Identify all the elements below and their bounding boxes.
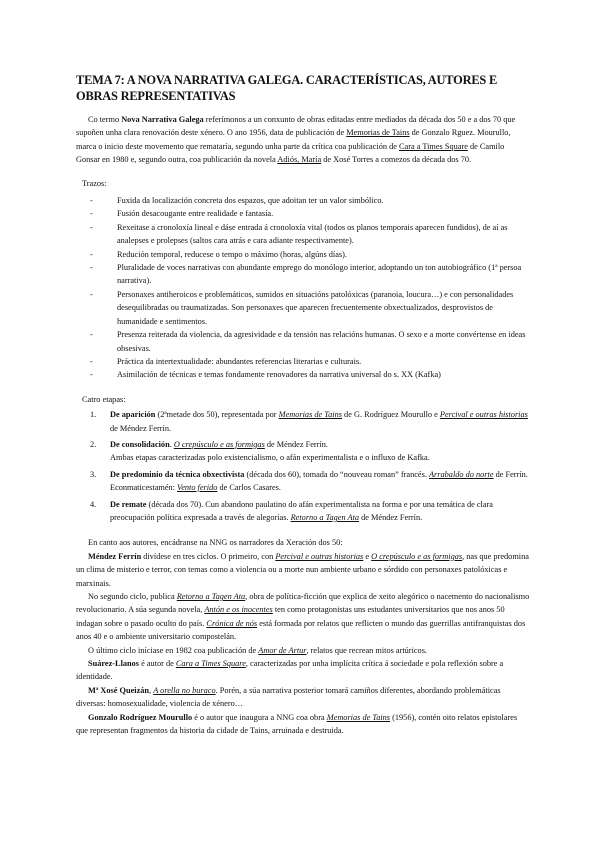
stage-name: De remate	[110, 499, 147, 509]
dash-marker: -	[90, 356, 93, 366]
author-text: divídese en tres ciclos. O primeiro, con	[141, 551, 276, 561]
work-title: Arrabaldo do norte	[428, 469, 494, 479]
list-item-text: Rexeitase a cronoloxía lineal e dáse entrada á cronoloxía vital (todos os planos temporais aparecen fundidos), de aí as analepses e prolepses (saltos cara atrás e cara adiante respectivamente).	[117, 222, 508, 246]
work-title: A orella no buraco	[153, 685, 216, 695]
intro-text: referímonos a un conxunto de obras editadas entre mediados da década dos 50 e a dos 70 que supoñen unha clara renovación deste xénero. O ano 1956, data de publicación de	[76, 115, 516, 138]
work-title: Percival e outras historias	[275, 551, 364, 561]
work-title: Retorno a Tagen Ata	[176, 592, 246, 601]
list-item	[90, 288, 530, 328]
list-item-text: Personaxes antiheroicos e problemáticos, sumidos en situacións patolóxicas (paranoia, loucura…) e con personalidades desequilibradas ou traumatizadas. Son personaxes que aparecen frecuentemente obxectualizados, desprovistos de humanidade e sentimentos.	[117, 289, 514, 326]
stage-text: (2ªmetade dos 50), representada por	[155, 410, 279, 420]
intro-text: Co termo	[88, 115, 122, 124]
trazos-heading: Trazos:	[82, 178, 107, 188]
intro-text: de Gonzalo Rguez. Mourullo, marca o inicio deste movemento que remataría, segundo unha parte da crítica coa publicación de	[76, 128, 511, 151]
stage-text: (década dos 60), tomada do “nouveau roman” francés.	[244, 469, 429, 479]
author-name: Suárez-Llanos	[88, 659, 140, 669]
author-name: Méndez Ferrín	[88, 551, 142, 561]
list-item-text: Presenza reiterada da violencia, da agresividade e da tensión nas relacións humanas. O sexo e a morte convértense en ideas obsesivas.	[117, 330, 526, 353]
author-text: e	[363, 551, 372, 561]
intro-paragraph	[76, 113, 530, 167]
author-text: ten como protagonistas uns estudantes universitarios que nos anos 50 indagan sobre o pasado oculto do país.	[76, 605, 505, 628]
list-item	[90, 328, 530, 355]
author-text: , nas que predomina un clima de misterio e terror, con temas como a violencia ou a morte nun ambiente urbano e sórdido con personaxes patolóxicas e marxinais.	[76, 551, 529, 588]
work-title: Adiós, María	[277, 155, 322, 165]
author-text: , obra de política-ficción que explica de xeito alegórico o nacemento do nacionalismo revolucionario. A súa segunda novela,	[76, 592, 530, 615]
authors-section	[76, 536, 530, 737]
stage-text: de Méndez Ferrín.	[110, 423, 172, 433]
stage-text: (década dos 70). Cun abandono paulatino do afán experimentalista na forma e por una temática de clara preocupación política expresada a través de alegorías.	[110, 499, 493, 522]
stage-name: De aparición	[110, 410, 156, 420]
author-text: está formada por relatos que reflicten o mundo das guerrillas antifranquistas dos anos 40 e o ambiente universitario compostelán.	[76, 618, 526, 642]
author-paragraph	[76, 684, 530, 711]
trazos-list	[76, 194, 530, 382]
author-name: Mª Xosé Queizán	[88, 685, 150, 695]
work-title: O crepúsculo e as formigas	[173, 439, 265, 449]
stage-text: de G. Rodríguez Mourullo e	[341, 410, 440, 420]
author-paragraph	[76, 644, 530, 657]
dash-marker: -	[90, 330, 93, 340]
work-title: Cara a Times Square	[398, 141, 468, 151]
list-item	[90, 261, 530, 288]
dash-marker: -	[90, 222, 93, 232]
intro-text: de Camilo Gonsar en 1980 e, segundo outra, coa publicación da novela	[76, 141, 505, 165]
list-item	[90, 355, 530, 368]
author-text: , caracterizadas por unha implícita crítica á sociedade e pola reflexión sobre a identidade.	[76, 659, 504, 682]
stage-note: Ambas etapas caracterizadas polo existencialismo, o afán experimentalista e o influxo de Kafka.	[110, 453, 430, 463]
stage-item	[90, 498, 530, 525]
stage-text: de Méndez Ferrín.	[264, 439, 328, 449]
stage-text: de Carlos Casares.	[217, 483, 281, 493]
author-text: ,	[149, 685, 154, 695]
list-item	[90, 221, 530, 248]
work-title: Cara a Times Square	[175, 659, 246, 669]
work-title: Memorias de Tains	[346, 128, 410, 138]
author-text: No segundo ciclo, publica	[88, 592, 177, 601]
stage-number: 3.	[90, 469, 97, 479]
work-title: Percival e outras historias	[439, 410, 528, 420]
author-paragraph	[76, 657, 530, 684]
work-title: Crónica de nós	[206, 618, 258, 628]
author-paragraph	[76, 590, 530, 644]
work-title: Retorno a Tagen Ata	[290, 512, 360, 522]
stage-text: .	[169, 439, 174, 449]
work-title: Memorias de Tains	[278, 410, 342, 420]
stage-number: 1.	[90, 410, 97, 420]
stage-name: De consolidación	[110, 439, 170, 449]
work-title: Antón e os inocentes	[204, 605, 273, 615]
dash-marker: -	[90, 196, 93, 206]
author-text: é o autor que inaugura a NNG coa obra	[192, 712, 327, 722]
author-text: (1956), contén oito relatos epistolares que representan fragmentos da historia da cidade de Tains, arruinada e destruida.	[76, 712, 518, 736]
list-item	[90, 194, 530, 207]
author-text: . Porén, a súa narrativa posterior tomará camiños diferentes, abordando problemáticas diversas: homosexualidade, violencia de xénero…	[76, 685, 501, 709]
stage-item	[90, 438, 530, 465]
work-title: O crepúsculo e as formigas	[371, 551, 463, 561]
intro-term: Nova Narrativa Galega	[121, 115, 204, 124]
stage-name: De predominio da técnica obxectivista	[110, 469, 245, 479]
author-paragraph	[76, 550, 530, 590]
stage-text: de Méndez Ferrín.	[359, 512, 423, 522]
dash-marker: -	[90, 289, 93, 299]
stage-number: 2.	[90, 439, 97, 449]
work-title: Amor de Artur	[258, 645, 307, 655]
dash-marker: -	[90, 249, 93, 259]
author-paragraph	[76, 711, 530, 738]
etapas-heading: Catro etapas:	[82, 394, 126, 404]
dash-marker: -	[90, 209, 93, 219]
dash-marker: -	[90, 263, 93, 273]
author-name: Gonzalo Rodríguez Mourullo	[88, 712, 193, 722]
author-text: O último ciclo iníciase en 1982 coa publicación de	[88, 645, 259, 655]
list-item-text: Pluralidade de voces narrativas con abundante emprego do monólogo interior, adoptando un ton autobiográfico (1ª persoa narrativa).	[117, 263, 522, 286]
dash-marker: -	[90, 370, 93, 380]
work-title: Memorias de Tains	[326, 712, 391, 722]
author-text: , relatos que recrean mitos artúricos.	[306, 645, 428, 655]
list-item-text: Fuxida da localización concreta dos espazos, que adoitan ter un valor simbólico.	[117, 196, 384, 206]
list-item-text: Práctica da intertextualidade: abundantes referencias literarias e culturais.	[117, 356, 362, 366]
work-title: Vento ferido	[177, 483, 218, 493]
list-item	[90, 207, 530, 220]
stage-text: de Ferrín. Econmaticestamén:	[110, 469, 528, 493]
list-item-text: Asimilación de técnicas e temas fondamente renovadores da narrativa universal do s. XX (Kafka)	[117, 370, 441, 380]
list-item	[90, 368, 530, 381]
list-item	[90, 248, 530, 261]
stage-item	[90, 408, 530, 435]
list-item-text: Redución temporal, reducese o tempo o máximo (horas, algúns días).	[117, 249, 347, 259]
stage-number: 4.	[90, 499, 97, 509]
authors-intro: En canto aos autores, encádranse na NNG os narradores da Xeración dos 50:	[88, 538, 343, 548]
etapas-list	[76, 408, 530, 524]
author-text: é autor de	[139, 659, 176, 669]
intro-text: de Xosé Torres a comezos da década dos 70.	[321, 155, 472, 165]
document-title: TEMA 7: A NOVA NARRATIVA GALEGA. CARACTERÍSTICAS, AUTORES E OBRAS REPRESENTATIVAS	[76, 73, 498, 103]
list-item-text: Fusión desacougante entre realidade e fantasía.	[117, 209, 274, 219]
stage-item	[90, 468, 530, 495]
